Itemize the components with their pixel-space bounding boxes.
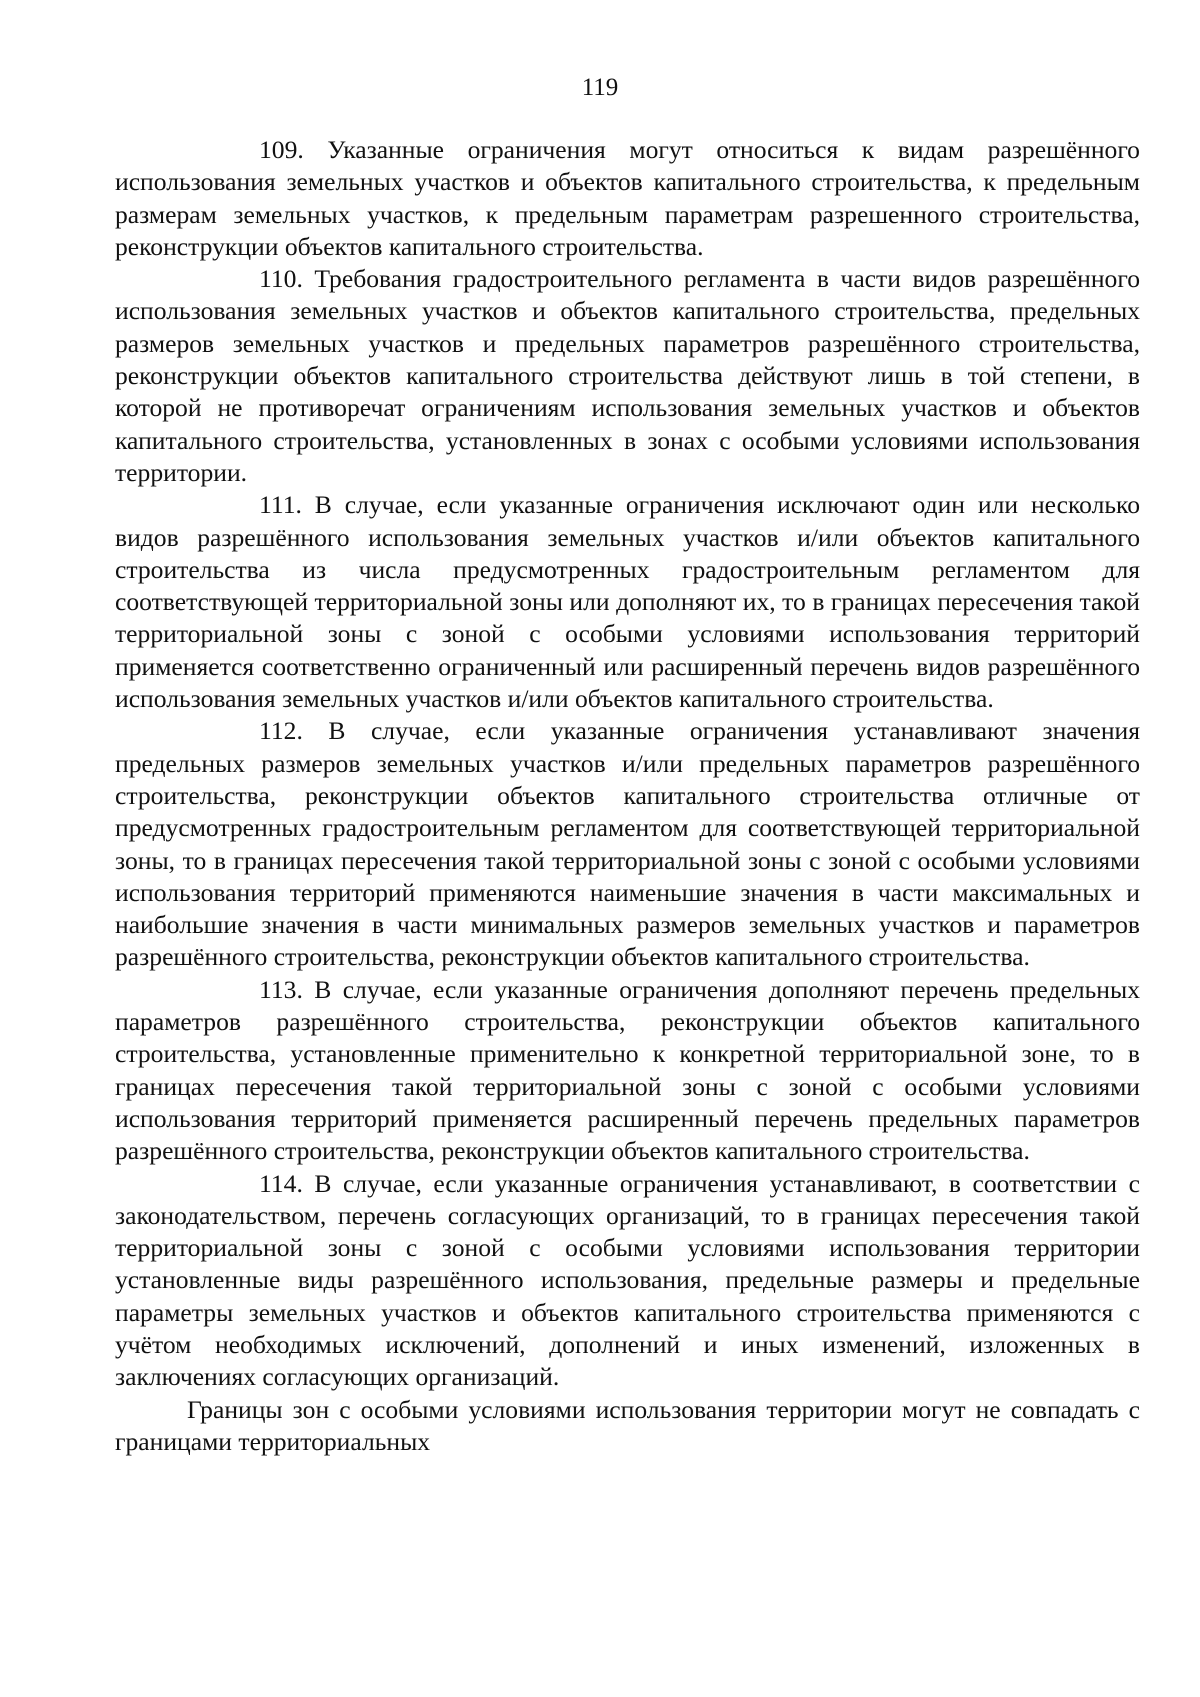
page-number: 119 xyxy=(581,74,619,101)
paragraph-114 xyxy=(115,1168,1140,1394)
paragraph-110 xyxy=(115,263,1140,489)
paragraph-text: В случае, если указанные ограничения исключают один или несколько видов разрешённого использования земельных участков и/или объектов капитального строительства из числа предусмотренных градостроительным регламентом для соответствующей территориальной зоны или дополняют их, то в границах пересечения такой территориальной зоны с зоной с особыми условиями использования территорий применяется соответственно ограниченный или расширенный перечень видов разрешённого использования земельных участков и/или объектов капитального строительства. xyxy=(115,490,1140,714)
paragraph-111 xyxy=(115,489,1140,715)
paragraph-number: 114. xyxy=(259,1168,303,1198)
paragraph-text: Границы зон с особыми условиями использования территории могут не совпадать с границами территориальных xyxy=(115,1394,1140,1456)
paragraph-zone-boundaries xyxy=(115,1394,1140,1459)
paragraph-number: 112. xyxy=(259,716,303,746)
paragraph-text: Указанные ограничения могут относиться к видам разрешённого использования земельных участков и объектов капитального строительства, к предельным размерам земельных участков, к предельным параметрам разрешенного строительства, реконструкции объектов капитального строительства. xyxy=(115,135,1140,261)
paragraph-number: 113. xyxy=(259,974,303,1004)
paragraph-text: Требования градостроительного регламента в части видов разрешённого использования земельных участков и объектов капитального строительства, предельных размеров земельных участков и предельных параметров разрешённого строительства, реконструкции объектов капитального строительства действуют лишь в той степени, в которой не противоречат ограничениям использования земельных участков и объектов капитального строительства, установленных в зонах с особыми условиями использования территории. xyxy=(115,264,1140,487)
paragraph-109 xyxy=(115,134,1140,263)
paragraph-text: В случае, если указанные ограничения устанавливают, в соответствии с законодательством, перечень согласующих организаций, то в границах пересечения такой территориальной зоны с зоной с особыми условиями использования территории установленные виды разрешённого использования, предельные размеры и предельные параметры земельных участков и объектов капитального строительства применяются с учётом необходимых исключений, дополнений и иных изменений, изложенных в заключениях согласующих организаций. xyxy=(115,1168,1140,1392)
paragraph-number: 110. xyxy=(259,264,303,294)
paragraph-number: 109. xyxy=(259,135,304,164)
paragraph-number: 111. xyxy=(259,490,302,520)
paragraph-text: В случае, если указанные ограничения дополняют перечень предельных параметров разрешённого строительства, реконструкции объектов капитального строительства, установленные применительно к конкретной территориальной зоне, то в границах пересечения такой территориальной зоны с зоной с особыми условиями использования территорий применяется расширенный перечень предельных параметров разрешённого строительства, реконструкции объектов капитального строительства. xyxy=(115,974,1140,1166)
paragraph-text: В случае, если указанные ограничения устанавливают значения предельных размеров земельных участков и/или предельных параметров разрешённого строительства, реконструкции объектов капитального строительства отличные от предусмотренных градостроительным регламентом для соответствующей территориальной зоны, то в границах пересечения такой территориальной зоны с зоной с особыми условиями использования территорий применяются наименьшие значения в части максимальных и наибольшие значения в части минимальных размеров земельных участков и параметров разрешённого строительства, реконструкции объектов капитального строительства. xyxy=(115,716,1140,972)
document-body xyxy=(115,134,1140,1458)
paragraph-112 xyxy=(115,715,1140,973)
paragraph-113 xyxy=(115,974,1140,1168)
